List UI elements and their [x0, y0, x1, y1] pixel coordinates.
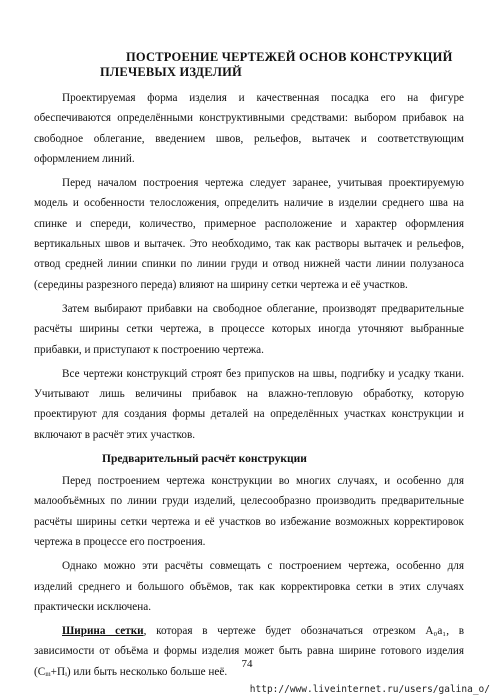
title-line-2: ПЛЕЧЕВЫХ ИЗДЕЛИЙ [100, 65, 242, 79]
page-title [100, 50, 460, 80]
paragraph-2: Перед началом построения чертежа следует заранее, учитывая проектируемую модель и особенности телосложения, определить наличие в изделии среднего шва на спинке и спереди, количество, примерное расположение и характер оформления вертикальных швов и вытачек. Это необходимо, так как растворы вытачек и рельефов, отвод средней линии спинки по линии груди и отвод нижней части линии полузаноса (середины разрезного переда) влияют на ширину сетки чертежа и её участков. [34, 177, 464, 291]
paragraph-5: Перед построением чертежа конструкции во многих случаях, и особенно для малообъёмных по линии груди изделий, целесообразно производить предварительные расчёты ширины сетки чертежа и её участков во избежание возможных корректировок чертежа в процессе его построения. [34, 475, 464, 548]
title-line-1: ПОСТРОЕНИЕ ЧЕРТЕЖЕЙ ОСНОВ КОНСТРУКЦИЙ [126, 50, 453, 64]
paragraph-3: Затем выбирают прибавки на свободное облегание, производят предварительные расчёты ширины сетки чертежа, в процессе которых иногда уточняют выбранные прибавки, и приступают к построению чертежа. [34, 302, 464, 356]
paragraph-1: Проектируемая форма изделия и качественная посадка его на фигуре обеспечиваются определёнными конструктивными средствами: выбором прибавок на свободное облегание, введением швов, рельефов, вытачек и соответствующим оформлением линий. [34, 92, 464, 165]
paragraph-7-text: , которая в чертеже будет обозначаться отрезком А₀а₁, в зависимости от объёма и формы изделия может быть равна ширине готового изделия (Сᵢᵢᵢ+Пᵢ) или быть несколько больше неё. [34, 625, 464, 678]
paragraph-4: Все чертежи конструкций строят без припусков на швы, подгибку и усадку ткани. Учитывают лишь величины прибавок на влажно-тепловую обработку, которую проектируют для создания формы деталей на определённых участках конструкции и включают в расчёт этих участков. [34, 367, 464, 441]
body-text [34, 88, 464, 682]
page-number: 74 [241, 658, 253, 670]
paragraph-6: Однако можно эти расчёты совмещать с построением чертежа, особенно для изделий среднего и большого объёмов, так как корректировка сетки в этих случаях практически исключена. [34, 560, 464, 613]
section-subheading: Предварительный расчёт конструкции [102, 453, 307, 466]
paragraph-7 [34, 621, 464, 682]
watermark-url: http://www.liveinternet.ru/users/galina_o/ [249, 684, 490, 695]
term-grid-width: Ширина сетки [62, 625, 144, 638]
